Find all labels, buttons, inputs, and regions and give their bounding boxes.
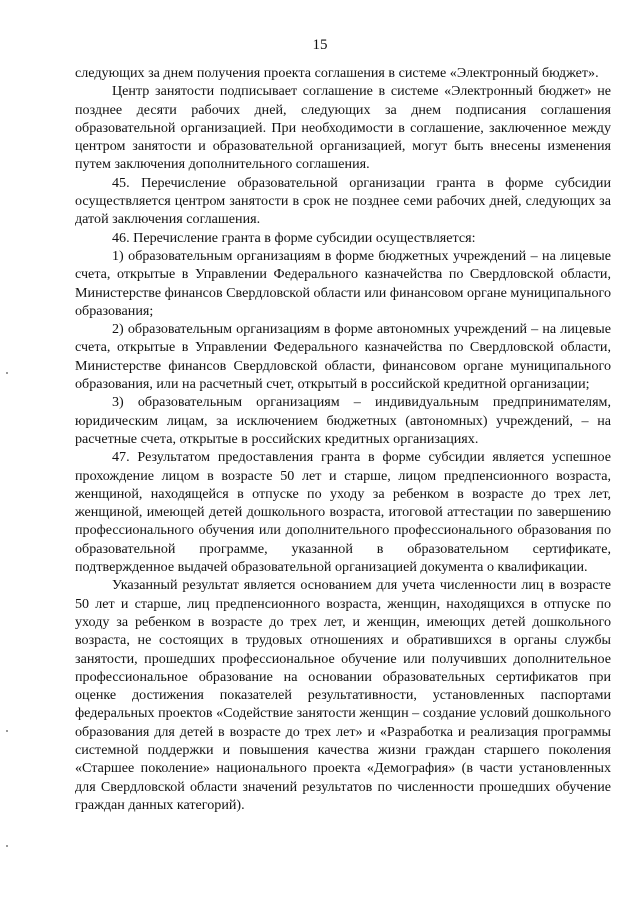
paragraph-46-item-3: 3) образовательным организациям – индивидуальным предпринимателям, юридическим лицам, за исключением бюджетных (автономных) учреждений, – на расчетные счета, открытые в российских кредитных организациях. bbox=[75, 394, 611, 447]
paragraph-47: 47. Результатом предоставления гранта в форме субсидии является успешное прохождение лицом в возрасте 50 лет и старше, лицом предпенсионного возраста, женщиной, находящейся в отпуске по уходу за ребенком в возрасте до трех лет, женщиной, имеющей детей дошкольного возраста, итоговой аттестации по завершению профессионального обучения или дополнительного профессионального образования по образовательной программе, указанной в образовательном сертификате, подтвержденное выдачей образовательной организацией документа о квалификации. bbox=[75, 449, 611, 576]
paragraph-result-basis: Указанный результат является основанием для учета численности лиц в возрасте 50 лет и старше, лиц предпенсионного возраста, женщин, находящихся в отпуске по уходу за ребенком в возрасте до трех лет, и женщин, имеющих детей дошкольного возраста, не состоящих в трудовых отношениях и обратившихся в органы службы занятости, прошедших профессиональное обучение или получивших дополнительное профессиональное образование на основании образовательных сертификатов при оценке достижения показателей результативности, установленных паспортами федеральных проектов «Содействие занятости женщин – создание условий дошкольного образования для детей в возрасте до трех лет» и «Разработка и реализация программы системной поддержки и повышения качества жизни граждан старшего поколения «Старшее поколение» национального проекта «Демография» (в части установленных для Свердловской области значений результатов по численности прошедших обучение граждан данных категорий). bbox=[75, 577, 611, 813]
margin-mark bbox=[6, 372, 8, 374]
margin-mark bbox=[6, 730, 8, 732]
paragraph-45: 45. Перечисление образовательной организации гранта в форме субсидии осуществляется центром занятости в срок не позднее семи рабочих дней, следующих за датой заключения соглашения. bbox=[75, 174, 611, 228]
paragraph-center-signing: Центр занятости подписывает соглашение в системе «Электронный бюджет» не позднее десяти рабочих дней, следующих за днем подписания соглашения образовательной организацией. При необходимости в соглашение, заключенное между центром занятости и образовательной организацией, могут быть внесены изменения путем заключения дополнительного соглашения. bbox=[75, 83, 611, 173]
paragraph-46-item-1: 1) образовательным организациям в форме бюджетных учреждений – на лицевые счета, открытые в Управлении Федерального казначейства по Свердловской области, Министерстве финансов Свердловской области или финансовом органе муниципального образования; bbox=[75, 247, 611, 319]
margin-mark bbox=[6, 845, 8, 847]
paragraph-46-item-2: 2) образовательным организациям в форме автономных учреждений – на лицевые счета, открытые в Управлении Федерального казначейства по Свердловской области, Министерстве финансов Свердловской области, финансовом органе муниципального образования, или на расчетный счет, открытый в российской кредитной организации; bbox=[75, 321, 611, 393]
paragraph-46: 46. Перечисление гранта в форме субсидии осуществляется: bbox=[112, 229, 476, 246]
document-body bbox=[75, 64, 611, 814]
page-number: 15 bbox=[312, 37, 328, 53]
paragraph-continuation: следующих за днем получения проекта соглашения в системе «Электронный бюджет». bbox=[75, 65, 599, 81]
